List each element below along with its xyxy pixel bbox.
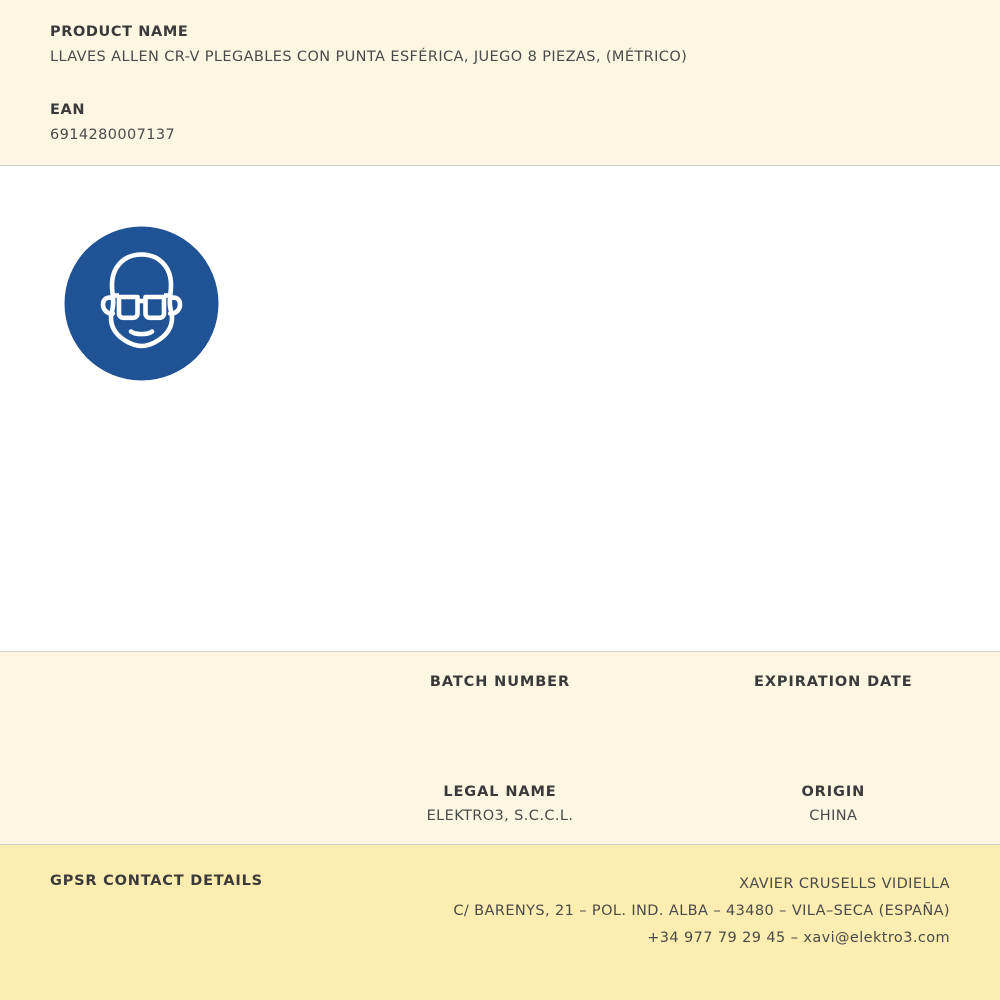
product-name-value: LLAVES ALLEN CR-V PLEGABLES CON PUNTA ESFÉRICA, JUEGO 8 PIEZAS, (MÉTRICO)	[50, 49, 688, 65]
gpsr-contact-details	[453, 871, 950, 952]
product-details-section	[0, 652, 1000, 845]
expiration-date-label: EXPIRATION DATE	[754, 674, 913, 690]
batch-number-label: BATCH NUMBER	[429, 674, 571, 690]
details-spacer-left	[0, 674, 333, 716]
ean-value: 6914280007137	[50, 127, 176, 143]
batch-number-value	[343, 698, 656, 716]
gpsr-contact-address: C/ BARENYS, 21 – POL. IND. ALBA – 43480 – VILA–SECA (ESPAÑA)	[453, 903, 950, 919]
gpsr-contact-phone-email: +34 977 79 29 45 – xavi@elektro3.com	[647, 930, 950, 946]
gpsr-footer	[0, 845, 1000, 1000]
batch-number-cell	[333, 674, 666, 716]
ean-label: EAN	[50, 102, 86, 118]
origin-value: CHINA	[809, 808, 858, 824]
legal-name-cell	[333, 784, 666, 826]
gpsr-contact-label: GPSR CONTACT DETAILS	[50, 873, 263, 889]
pictogram-section	[0, 166, 1000, 652]
product-header-section	[0, 0, 1000, 166]
product-name-block	[50, 24, 950, 65]
ean-block	[50, 102, 950, 143]
expiration-date-value	[677, 698, 990, 716]
expiration-date-cell	[667, 674, 1000, 716]
legal-name-value: ELEKTRO3, S.C.C.L.	[426, 808, 574, 824]
legal-name-label: LEGAL NAME	[443, 784, 557, 800]
origin-cell	[667, 784, 1000, 826]
wear-eye-protection-icon	[64, 226, 219, 381]
product-name-label: PRODUCT NAME	[50, 24, 189, 40]
details-spacer-left-2	[0, 784, 333, 826]
details-row-legal-origin	[0, 784, 1000, 826]
origin-label: ORIGIN	[801, 784, 866, 800]
details-row-batch-expiration	[0, 674, 1000, 716]
gpsr-contact-name: XAVIER CRUSELLS VIDIELLA	[739, 876, 950, 892]
